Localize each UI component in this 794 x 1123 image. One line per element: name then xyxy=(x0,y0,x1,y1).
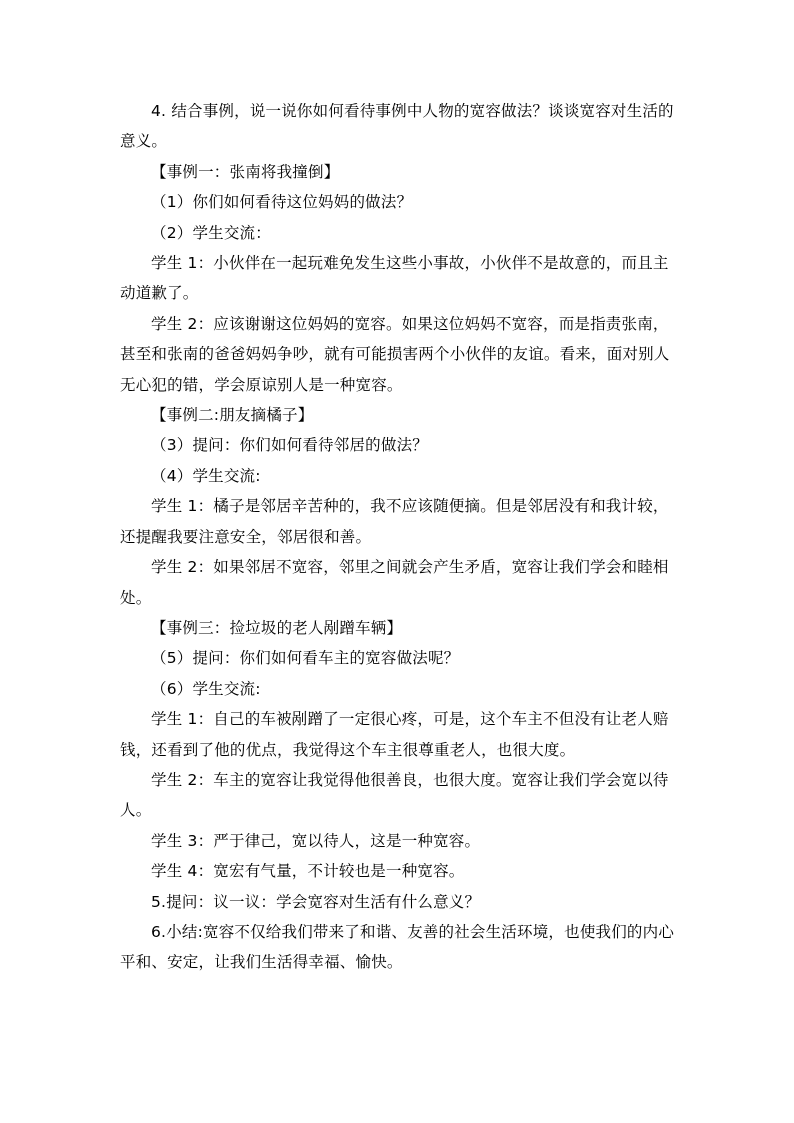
document-page xyxy=(120,96,676,978)
case-3-heading: 【事例三：捡垃圾的老人剐蹭车辆】 xyxy=(151,618,403,637)
case-1-student-1: 学生 1：小伙伴在一起玩难免发生这些小事故，小伙伴不是故意的，而且主动道歉了。 xyxy=(120,254,669,303)
case-3-discussion-label: （6）学生交流: xyxy=(151,679,261,698)
case-1-student-2: 学生 2：应该谢谢这位妈妈的宽容。如果这位妈妈不宽容，而是指责张南，甚至和张南的爸爸妈妈争吵，就有可能损害两个小伙伴的友谊。看来，面对别人无心犯的错，学会原谅别人是一种宽容。 xyxy=(120,314,670,394)
case-2-question: （3）提问：你们如何看待邻居的做法？ xyxy=(151,436,428,455)
case-3-question: （5）提问：你们如何看车主的宽容做法呢？ xyxy=(151,649,460,668)
case-2-discussion-label: （4）学生交流: xyxy=(151,466,261,485)
case-3-student-3: 学生 3：严于律己，宽以待人，这是一种宽容。 xyxy=(151,831,481,850)
question-4: 4. 结合事例，说一说你如何看待事例中人物的宽容做法？谈谈宽容对生活的意义。 xyxy=(120,102,674,151)
summary-6: 6.小结:宽容不仅给我们带来了和谐、友善的社会生活环境，也使我们的内心平和、安定，让我们生活得幸福、愉快。 xyxy=(120,922,675,972)
case-2-student-1: 学生 1：橘子是邻居辛苦种的，我不应该随便摘。但是邻居没有和我计较，还提醒我要注意安全，邻居很和善。 xyxy=(120,497,669,546)
case-1-discussion-label: （2）学生交流： xyxy=(151,223,271,242)
case-3-student-4: 学生 4：宽宏有气量，不计较也是一种宽容。 xyxy=(151,862,465,881)
case-3-student-2: 学生 2：车主的宽容让我觉得他很善良，也很大度。宽容让我们学会宽以待人。 xyxy=(120,770,669,820)
question-5: 5.提问：议一议：学会宽容对生活有什么意义？ xyxy=(151,892,481,911)
case-3-student-1: 学生 1：自己的车被剐蹭了一定很心疼，可是，这个车主不但没有让老人赔钱，还看到了他的优点，我觉得这个车主很尊重老人，也很大度。 xyxy=(120,710,669,759)
case-1-heading: 【事例一：张南将我撞倒】 xyxy=(151,162,340,181)
case-1-question: （1）你们如何看待这位妈妈的做法？ xyxy=(151,193,413,212)
case-2-student-2: 学生 2：如果邻居不宽容，邻里之间就会产生矛盾，宽容让我们学会和睦相处。 xyxy=(120,558,669,607)
case-2-heading: 【事例二:朋友摘橘子】 xyxy=(151,406,314,425)
